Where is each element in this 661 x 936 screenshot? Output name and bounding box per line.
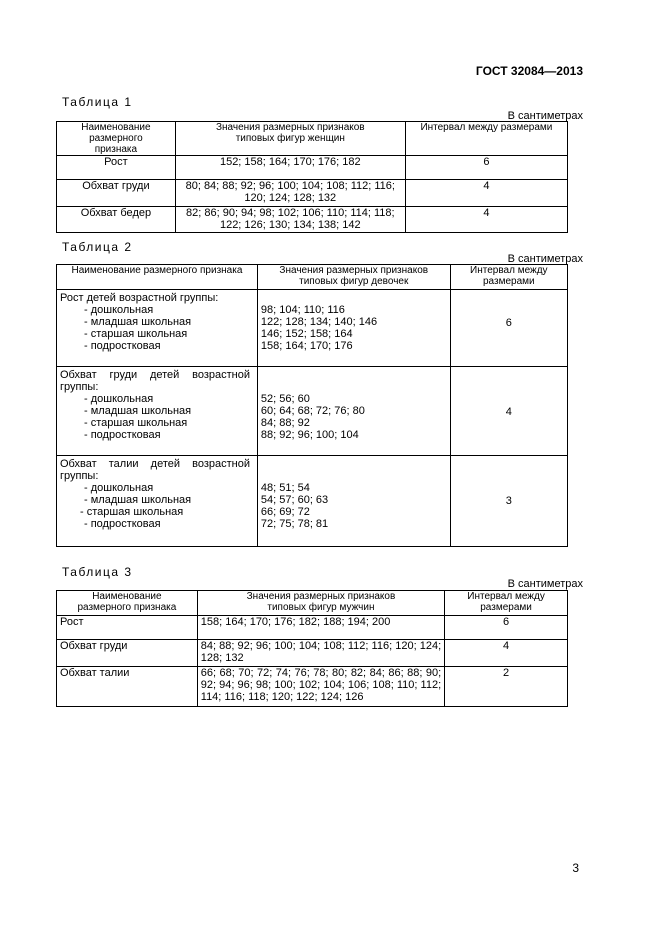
table3-row-interval: 4 — [445, 640, 568, 667]
table3-row-values: 84; 88; 92; 96; 100; 104; 108; 112; 116; 120; 124; 128; 132 — [197, 640, 444, 667]
table-row — [57, 180, 568, 207]
table2-item-values: 146; 152; 158; 164 — [260, 328, 353, 340]
table3 — [56, 590, 568, 707]
document-code: ГОСТ 32084—2013 — [475, 64, 583, 78]
table1-row-interval: 4 — [405, 180, 567, 207]
table3-row-values: 158; 164; 170; 176; 182; 188; 194; 200 — [197, 616, 444, 640]
table2-group-title: Обхват груди детей возрастной группы: — [60, 369, 250, 393]
table3-head-values: Значения размерных признаков типовых фигур мужчин — [197, 591, 444, 616]
table1-row-name: Рост — [57, 156, 176, 180]
table-row — [57, 616, 568, 640]
table2-group — [57, 456, 568, 547]
table-row — [57, 667, 568, 707]
table2-group-names — [57, 456, 258, 547]
table1-row-values: 80; 84; 88; 92; 96; 100; 104; 108; 112; 116; 120; 124; 128; 132 — [175, 180, 405, 207]
table-row — [57, 207, 568, 233]
table2-item-label: - младшая школьная — [84, 494, 192, 506]
table-row — [57, 156, 568, 180]
table1-row-interval: 6 — [405, 156, 567, 180]
table3-head-interval: Интервал между размерами — [445, 591, 568, 616]
table2-item-label: - дошкольная — [84, 482, 154, 494]
table2-group-values — [257, 290, 450, 367]
table3-row-name: Рост — [57, 616, 198, 640]
table1-row-name: Обхват бедер — [57, 207, 176, 233]
table2-item-values: 72; 75; 78; 81 — [260, 518, 329, 530]
table2-head-values: Значения размерных признаков типовых фигур девочек — [257, 265, 450, 290]
table3-row-name: Обхват груди — [57, 640, 198, 667]
table2-item-label: - старшая школьная — [84, 328, 188, 340]
table1-head-interval: Интервал между размерами — [405, 122, 567, 156]
table2-item-values: 98; 104; 110; 116 — [260, 304, 345, 316]
table2-item-values: 66; 69; 72 — [260, 506, 310, 518]
table1-row-name: Обхват груди — [57, 180, 176, 207]
table2-item-values: 122; 128; 134; 140; 146 — [260, 316, 378, 328]
table2-item-label: - подростковая — [84, 429, 161, 441]
table2-item-label: - младшая школьная — [84, 405, 192, 417]
table2-group-interval: 4 — [450, 367, 567, 456]
table2-group — [57, 290, 568, 367]
table2-group-values — [257, 367, 450, 456]
table2-item-values: 60; 64; 68; 72; 76; 80 — [260, 405, 365, 417]
table3-row-interval: 2 — [445, 667, 568, 707]
table3-head-name: Наименование размерного признака — [57, 591, 198, 616]
table2-units: В сантиметрах — [507, 253, 583, 265]
table2-group-names — [57, 290, 258, 367]
table-row — [57, 640, 568, 667]
table2 — [56, 264, 568, 547]
table3-row-name: Обхват талии — [57, 667, 198, 707]
table2-group-values — [257, 456, 450, 547]
page-number: 3 — [572, 861, 579, 875]
table3-header-row — [57, 591, 568, 616]
table1-row-interval: 4 — [405, 207, 567, 233]
table3-row-interval: 6 — [445, 616, 568, 640]
table2-item-label: - старшая школьная — [80, 506, 184, 518]
table2-item-label: - подростковая — [84, 518, 161, 530]
table2-group-title: Рост детей возрастной группы: — [60, 292, 219, 304]
table2-head-name: Наименование размерного признака — [57, 265, 258, 290]
table2-group-names — [57, 367, 258, 456]
table2-group-interval: 3 — [450, 456, 567, 547]
table2-group-interval: 6 — [450, 290, 567, 367]
table2-caption: Таблица 2 — [62, 240, 133, 254]
table1-row-values: 152; 158; 164; 170; 176; 182 — [175, 156, 405, 180]
table2-group-title: Обхват талии детей возрастной группы: — [60, 458, 250, 482]
table1-caption: Таблица 1 — [62, 95, 133, 109]
table2-item-label: - подростковая — [84, 340, 161, 352]
table2-item-label: - дошкольная — [84, 304, 154, 316]
table2-item-values: 54; 57; 60; 63 — [260, 494, 329, 506]
table1-header-row — [57, 122, 568, 156]
table3-caption: Таблица 3 — [62, 565, 133, 579]
table2-item-label: - дошкольная — [84, 393, 154, 405]
table2-item-values: 158; 164; 170; 176 — [260, 340, 353, 352]
table2-item-values: 88; 92; 96; 100; 104 — [260, 429, 359, 441]
table3-units: В сантиметрах — [507, 578, 583, 590]
table2-item-values: 84; 88; 92 — [260, 417, 310, 429]
table2-header-row — [57, 265, 568, 290]
table2-group — [57, 367, 568, 456]
table3-row-values: 66; 68; 70; 72; 74; 76; 78; 80; 82; 84; 86; 88; 90; 92; 94; 96; 98; 100; 102; 104; 106; 108; 110; 112; 114; 116; 118; 120; 122; 124; 126 — [197, 667, 444, 707]
table1-row-values: 82; 86; 90; 94; 98; 102; 106; 110; 114; 118; 122; 126; 130; 134; 138; 142 — [175, 207, 405, 233]
table2-item-label: - старшая школьная — [84, 417, 188, 429]
table1-head-name: Наименование размерного признака — [57, 122, 176, 156]
table1 — [56, 121, 568, 233]
table1-units: В сантиметрах — [507, 110, 583, 122]
table2-item-values: 52; 56; 60 — [260, 393, 310, 405]
table2-head-interval: Интервал между размерами — [450, 265, 567, 290]
table2-item-values: 48; 51; 54 — [260, 482, 310, 494]
table1-head-values: Значения размерных признаков типовых фигур женщин — [175, 122, 405, 156]
table2-item-label: - младшая школьная — [84, 316, 192, 328]
